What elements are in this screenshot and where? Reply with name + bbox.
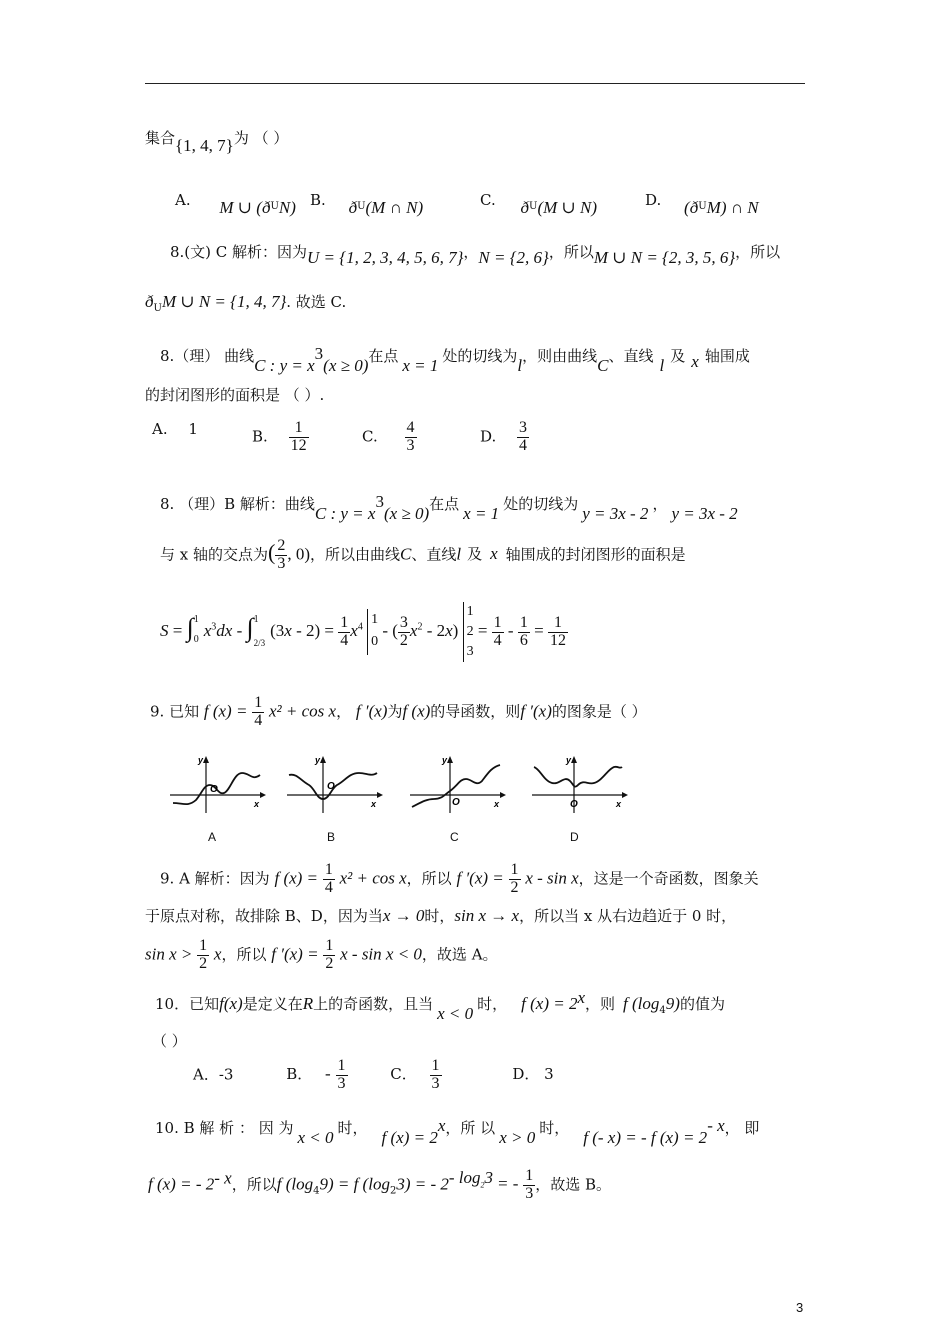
text: 在点 [368,347,399,365]
math: 3) = - 2 [396,1174,449,1194]
option-d: D． 3 [512,1065,554,1084]
math: sin x → x [454,906,520,925]
option-label: B． [286,1065,313,1084]
math: sin x > [145,944,193,964]
text: 处的切线为 [503,495,579,513]
origin-label: O [327,781,335,792]
math: M ∪ N = {1, 4, 7} [161,292,287,311]
text: 时， [539,1119,570,1137]
math: x = 1 [463,504,500,523]
math: x [213,944,222,964]
graph-label-b: B [327,830,336,844]
a9-line3 [145,938,498,973]
math: (x ≥ 0) [383,504,430,523]
text: 的值为 [679,995,725,1013]
text: ，则 [585,995,616,1013]
text: 在点 [429,495,460,513]
math: x → 0 [382,906,425,925]
math: l [659,356,665,375]
text: 、直线 [608,347,654,365]
option-label: A. [152,420,168,438]
text: 10．已知 [155,995,220,1013]
q8l-option-b [252,420,309,455]
text: 的导函数，则 [430,702,521,721]
text: ， 即 [724,1119,760,1137]
text: 9. A 解析：因为 [160,869,270,888]
text: ，所以当 x 从右边趋近于 0 时， [519,907,737,925]
math: f (- x) = - f (x) = 2 [583,1128,708,1147]
math: f (x) = [274,868,319,888]
option-label: B. [310,191,326,209]
text: ， [652,495,668,513]
math: l [517,356,523,375]
q10-line2: （ ） [152,1032,187,1050]
origin-label: O [570,799,578,810]
fraction: $\frac{1}{3}$ [337,1057,346,1092]
y-label: y [442,755,448,765]
fraction: $\frac{1}{2}$ [199,937,208,972]
math: C : y = x [314,504,376,523]
math: U = {1, 2, 3, 4, 5, 6, 7} [307,248,464,267]
fraction: $\frac{1}{2}$ [510,861,519,896]
math: = - [497,1174,519,1194]
q7-option-c [480,190,598,217]
option-label: C. [362,427,378,446]
fraction: $\frac{1}{3}$ [431,1057,440,1092]
math: N = {2, 6} [478,248,549,267]
math: f ′(x) = [456,868,504,888]
math: f (x) [402,701,431,721]
text: 9. 已知 [150,702,200,721]
math: ð [145,292,154,311]
q8l-line1: 8.（理） 曲线C : $y = x^3(x \ge 0)$在点 x = 1 处的切线为l，则由曲线C、直线 l 及 x 轴围成 [160,344,750,375]
option-math: M) ∩ N [706,198,759,217]
text: 为 （ ） [233,129,289,147]
graph-a [168,755,268,815]
text: 处的切线为 [442,347,518,365]
math: 9) = f (log [319,1174,390,1194]
graph-label-c: C [450,830,459,844]
q8l-options [152,420,198,438]
math: x² + cos x [339,868,407,888]
option-math: (M ∪ N) [537,198,598,217]
a10-line1: 10. B 解 析 ： 因 为 x < 0 时， f $(x) = 2^x$，所 以 x > 0 时， f (- x) = - f $(x) = 2^{- x}$， 即 [155,1116,760,1147]
graph-b [285,755,385,815]
fraction: $\frac{1}{12}$ [290,419,307,454]
a10-line2: f (x) = - $2^{- x}$，所以f $(\log_49) = f$ $(\log_23)$ = - $2^{- log_23}$ = - $\frac{1}{3}$ ，故选 B。 [148,1167,611,1202]
x-label: x [371,799,377,809]
text: 于原点对称，故排除 B、D，因为当 [145,907,383,925]
y-label: y [315,755,321,765]
math: x - sin x [525,868,579,888]
option-label: C. [480,191,496,209]
fraction: $\frac{2}{3}$ [277,537,286,572]
text: 的图象是（ ） [551,702,647,721]
text: ，所 以 [445,1119,496,1137]
text: ，故选 A。 [421,945,498,964]
option-a: A．-3 [193,1065,234,1084]
graph-d [530,755,630,815]
math: C [597,356,609,375]
origin-label: O [210,784,218,795]
math: x > 0 [499,1128,536,1147]
math: f (x) = 2 [381,1128,438,1147]
math: l [456,544,462,564]
math: C [400,544,412,564]
text: 时， [424,907,455,925]
fraction: $\frac{1}{4}$ [324,861,333,896]
x-label: x [254,799,260,809]
text: ，所以由曲线 [310,545,401,564]
option-math: (M ∩ N) [365,198,424,217]
y-label: y [566,755,572,765]
text: 上的奇函数，且当 [313,995,434,1013]
text: ，这是一个奇函数，图象关 [578,869,759,888]
q7-option-d [645,190,759,217]
subscript: U [357,201,366,212]
math: x < 0 [437,1004,474,1023]
y-label: y [198,755,204,765]
text: 时， [337,1119,368,1137]
math: x² + cos x [269,701,337,721]
math: f (x) = - 2 [148,1174,215,1194]
x-label: x [494,799,500,809]
option-math: M ∪ (ð [219,198,271,217]
header-rule [145,83,805,84]
text: 轴围成的封闭图形的面积是 [505,545,686,564]
page-number: 3 [796,1300,804,1315]
subscript: U [153,303,162,314]
math: 9) [665,994,680,1013]
fraction: $\frac{4}{3}$ [406,419,415,454]
set-notation: {1, 4, 7} [175,136,234,155]
text: 集合 [145,129,176,147]
subscript: U [529,201,538,212]
subscript: U [698,201,707,212]
text: 8.(文) C 解析：因为 [170,243,308,261]
text: ，故选 B。 [535,1175,611,1194]
math: f (x) = [203,701,248,721]
fraction: $\frac{1}{3}$ [525,1167,534,1202]
text: 轴围成 [704,347,750,365]
math: M ∪ N = {2, 3, 5, 6} [593,248,736,267]
option-math: ð [348,198,358,217]
text: 与 x 轴的交点为 [160,545,268,564]
q8l-line2: 的封闭图形的面积是 （ ）. [145,386,325,404]
math: , 0) [287,544,310,564]
graph-label-d: D [570,830,579,844]
text: 8.（理） 曲线 [160,347,255,365]
text: ，所以 [221,945,267,964]
graph-label-a: A [208,830,217,844]
math: x = 1 [402,356,439,375]
math: - [325,1064,331,1084]
text: ，则由曲线 [522,347,598,365]
text: 及 [467,545,483,564]
text: ，所以 [548,243,594,261]
q9-line1 [150,695,647,730]
q10-options [193,1058,554,1093]
math: (x ≥ 0) [323,356,369,375]
text: ，所以 [231,1175,277,1194]
math: y = 3x - 2 [671,504,738,523]
text: 及 [670,347,686,365]
q8l-option-d [480,420,529,455]
fraction: $\frac{3}{4}$ [519,419,528,454]
q7-line1 [145,128,289,155]
option-label: C． [390,1065,417,1084]
math: C : y = x [254,356,315,375]
x-label: x [616,799,622,809]
text: 、直线 [411,545,457,564]
text: ， [463,243,479,261]
math: f(x) [219,994,243,1013]
origin-label: O [452,797,460,808]
option-math: (ð [684,198,699,217]
text: 时， [477,995,508,1013]
text: 10. B 解 析 ： 因 为 [155,1119,294,1137]
text: 是定义在 [242,995,303,1013]
text: 8. （理）B 解析：曲线 [160,495,315,513]
q7-option-a [175,190,296,217]
text: ， [336,702,352,721]
math: y = 3x - 2 [582,504,649,523]
q7-option-b [310,190,424,217]
a8w-line2 [145,292,346,315]
a8l-line1: 8. （理）B 解析：曲线C : $y = x^3(x \ge 0)$在点 x = 1 处的切线为 y = 3x - 2 ， y = 3x - 2 [160,492,738,523]
math: x - sin x < 0 [340,944,422,964]
a8l-line2: 与 x 轴的交点为( $\frac{2}{3}$ , 0)，所以由曲线C、直线l 及 x 轴围成的封闭图形的面积是 [160,537,686,572]
option-math: N) [278,198,296,217]
math: f ′(x) [355,701,388,721]
option-label: D. [480,427,497,446]
text: ，所以 [406,869,452,888]
a9-line1 [160,862,759,897]
option-math: ð [520,198,529,217]
option-label: A. [175,191,191,209]
text: . 故选 C. [286,293,347,311]
fraction: $\frac{1}{2}$ [325,937,334,972]
option-value: 1 [188,420,198,438]
fraction: $\frac{1}{4}$ [254,694,263,729]
math: f (x) = 2 [521,994,578,1013]
q10-line1: 10．已知f(x)是定义在R上的奇函数，且当 x < 0 时， f $(x) = 2^x$，则 f $(\log_49)$的值为 [155,988,725,1023]
a9-line2 [145,906,736,926]
q8l-option-c [362,420,417,455]
math: x < 0 [297,1128,334,1147]
math: f ′(x) = [271,944,319,964]
text: ，所以 [735,243,781,261]
graph-c [408,755,508,815]
a8l-formula: S = ∫$^1_0$ $x^3dx - \int^1_{2/3}(3x - 2)$ = $\frac{1}{4}$ $x^4$ 1 0 - ( $\frac{3}{2}$ $x^2 - 2x$) 1 2 3 = $\frac{1}{4}$ - $\frac{1}{6}$ = $\frac{1}{12}$ [160,602,568,662]
text: 为 [387,702,403,721]
math: f (log [276,1174,314,1194]
subscript: U [270,201,279,212]
math: f (log [623,994,660,1013]
math: f ′(x) [520,701,552,721]
math: R [302,994,314,1013]
a8w-line1 [170,242,781,267]
option-label: D. [645,191,662,209]
option-label: B. [252,427,268,446]
math: x [490,544,498,564]
math: x [691,352,699,371]
